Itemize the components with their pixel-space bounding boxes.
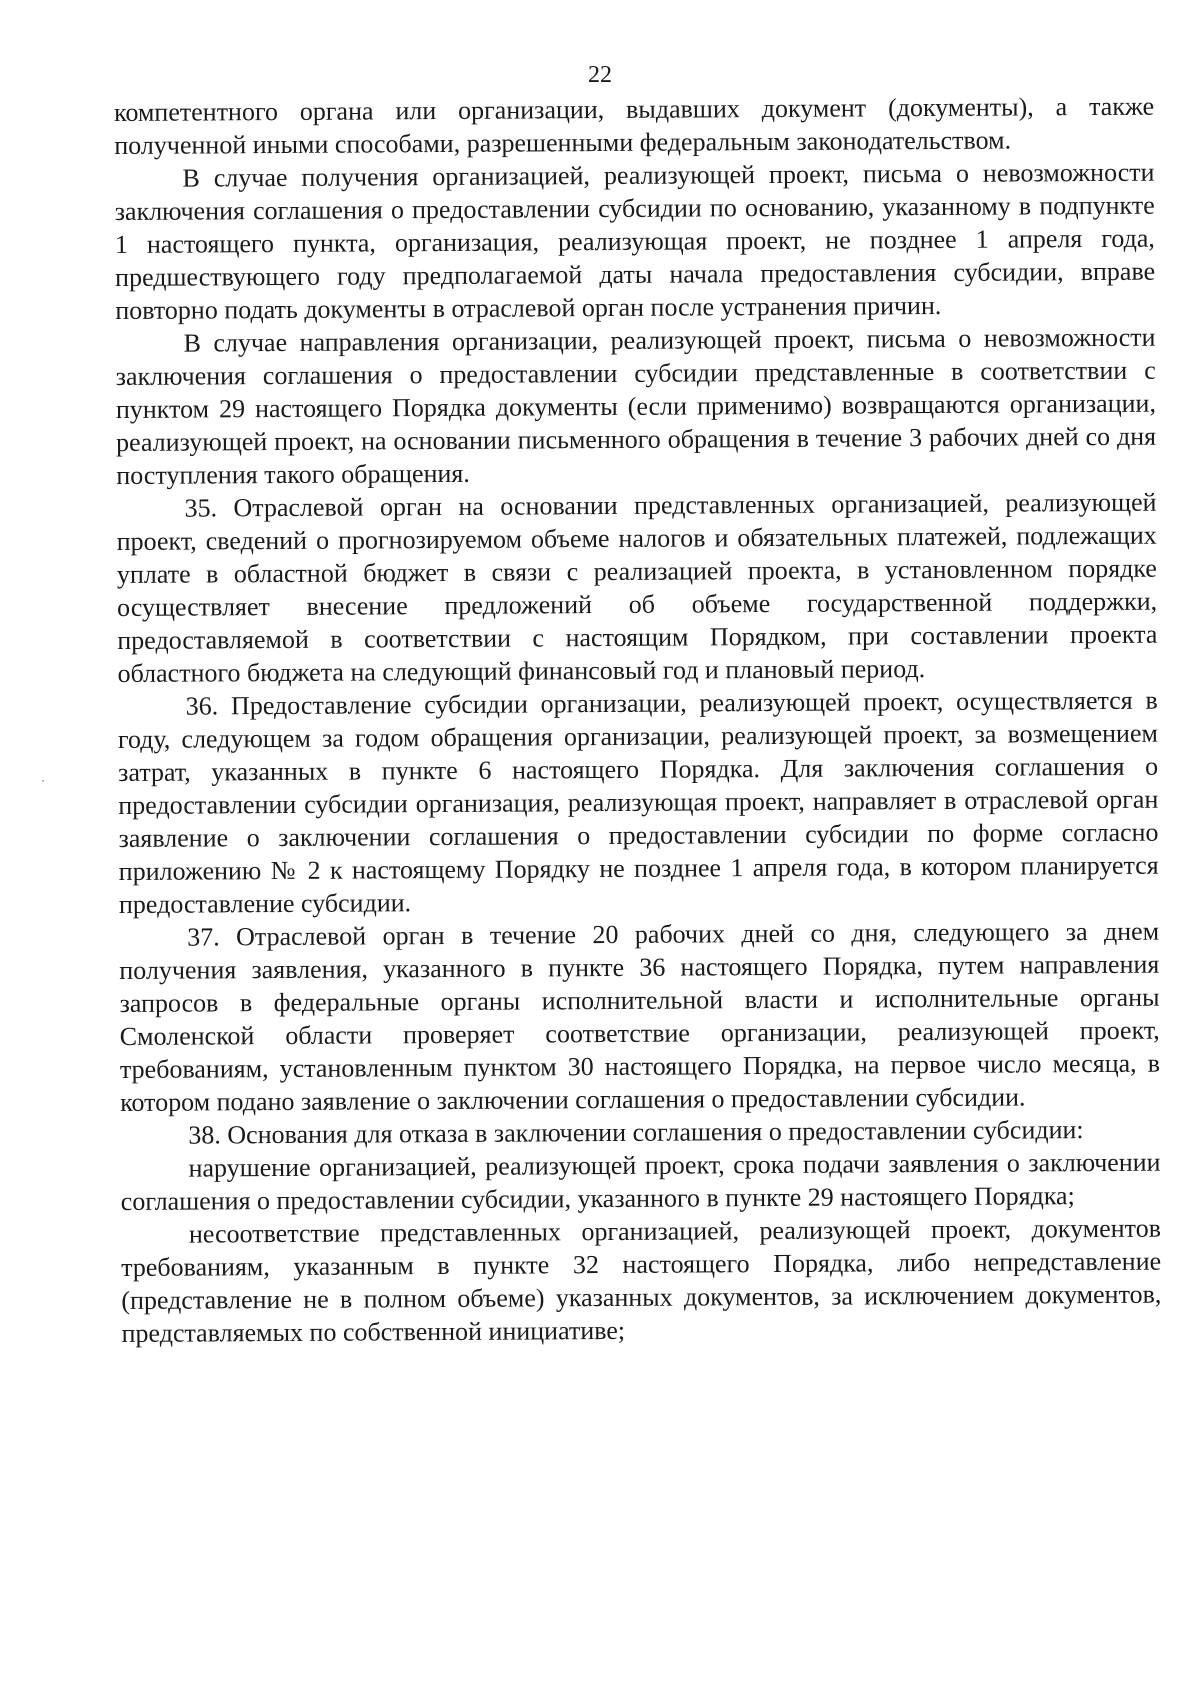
paragraph-clause-38: 38. Основания для отказа в заключении соглашения о предоставлении субсидии: xyxy=(188,1115,1084,1150)
paragraph-clause-35: 35. Отраслевой орган на основании представленных организацией, реализующей проект, сведений о прогнозируемом объеме налогов и обязательных платежей, подлежащих уплате в областной бюджет в связи с реализацией проекта, в установленном порядке осуществляет внесение предложений об объеме государственной поддержки, предоставляемой в соответствии с настоящим Порядком, при составлении проекта областного бюджета на следующий финансовый год и плановый период. xyxy=(116,487,1158,688)
paragraph-refusal-resubmission: В случае получения организацией, реализующей проект, письма о невозможности заключения соглашения о предоставлении субсидии по основанию, указанному в подпункте 1 настоящего пункта, организация, реализующая проект, не позднее 1 апреля года, предшествующего году предполагаемой даты начала предоставления субсидии, вправе повторно подать документы в отраслевой орган после устранения причин. xyxy=(114,157,1156,325)
scan-artifact xyxy=(42,780,44,782)
page-number: 22 xyxy=(588,62,612,88)
paragraph-continuation: компетентного органа или организации, выдавших документ (документы), а также полученной иными способами, разрешенными федеральным законодательством. xyxy=(114,91,1155,160)
paragraph-documents-return: В случае направления организации, реализующей проект, письма о невозможности заключения соглашения о предоставлении субсидии представленные в соответствии с пунктом 29 настоящего Порядка документы (если применимо) возвращаются организации, реализующей проект, на основании письменного обращения в течение 3 рабочих дней со дня поступления такого обращения. xyxy=(115,322,1157,490)
list-item-documents-mismatch: несоответствие представленных организацией, реализующей проект, документов требованиям, указанным в пункте 32 настоящего Порядка, либо непредставление (представление не в полном объеме) указанных документов, за исключением документов, представляемых по собственной инициативе; xyxy=(121,1213,1162,1348)
paragraph-clause-36: 36. Предоставление субсидии организации, реализующей проект, осуществляется в году, следующем за годом обращения организации, реализующей проект, за возмещением затрат, указанных в пункте 6 настоящего Порядка. Для заключения соглашения о предоставлении субсидии организация, реализующая проект, направляет в отраслевой орган заявление о заключении соглашения о предоставлении субсидии по форме согласно приложению № 2 к настоящему Порядку не позднее 1 апреля года, в котором планируется предоставление субсидии. xyxy=(117,685,1159,919)
paragraph-clause-37: 37. Отраслевой орган в течение 20 рабочих дней со дня, следующего за днем получения заявления, указанного в пункте 36 настоящего Порядка, путем направления запросов в федеральные органы исполнительной власти и исполнительные органы Смоленской области проверяет соответствие организации, реализующей проект, требованиям, установленным пунктом 30 настоящего Порядка, на первое число месяца, в котором подано заявление о заключении соглашения о предоставлении субсидии. xyxy=(119,916,1161,1117)
list-item-deadline-violation: нарушение организацией, реализующей проект, срока подачи заявления о заключении соглашения о предоставлении субсидии, указанного в пункте 29 настоящего Порядка; xyxy=(120,1147,1161,1216)
document-body xyxy=(114,90,1162,1350)
